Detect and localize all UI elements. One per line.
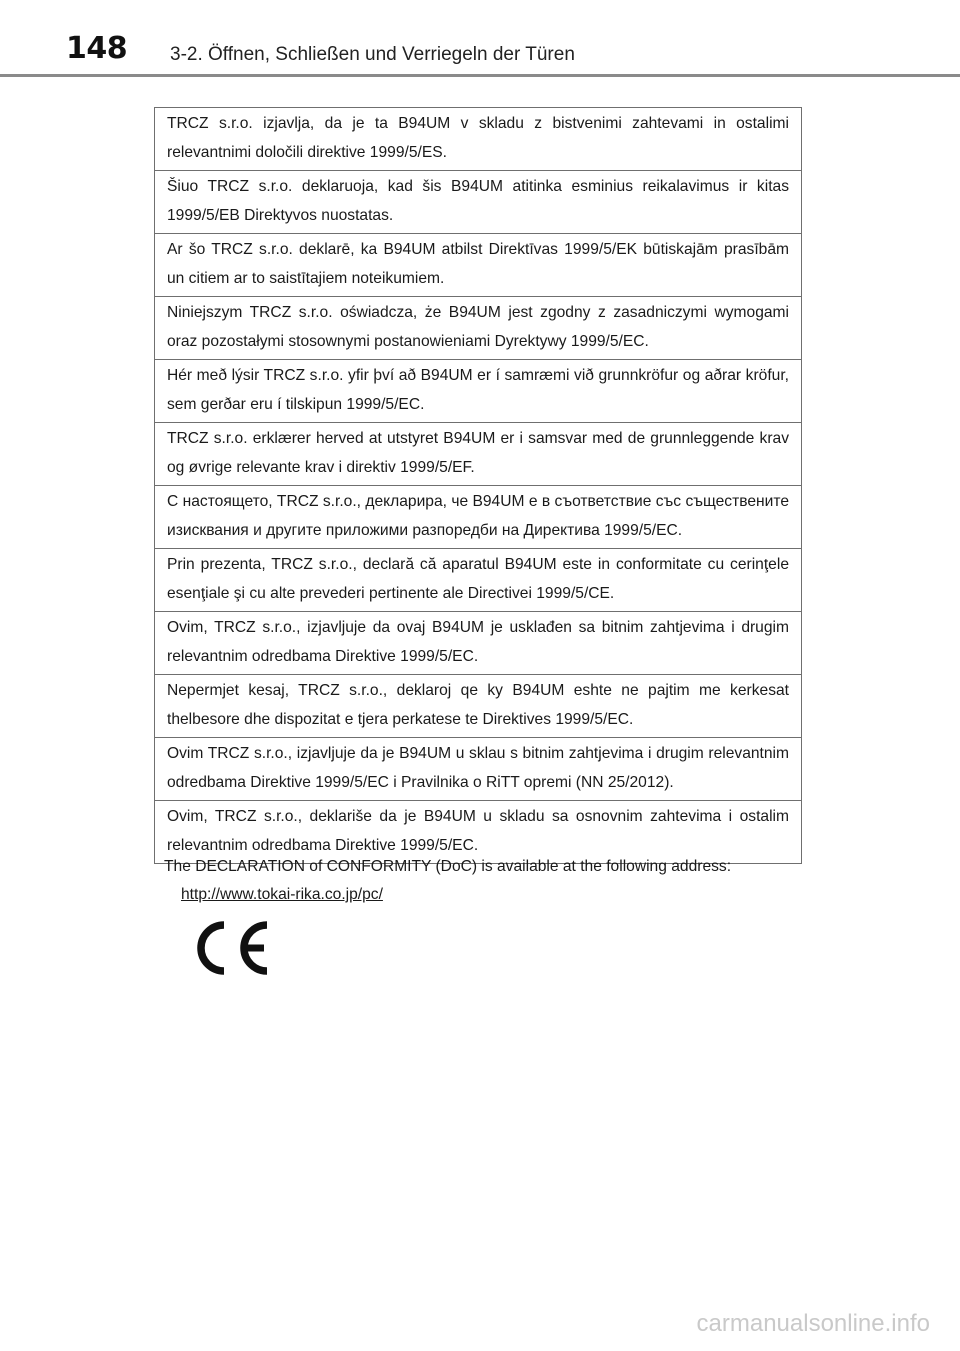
declaration-row xyxy=(155,360,802,423)
declaration-romanian: Prin prezenta, TRCZ s.r.o., declară că aparatul B94UM este in conformitate cu cerinţele esenţiale şi cu alte prevederi pertinente ale Directivei 1999/5/CE. xyxy=(155,549,802,612)
declaration-latvian: Ar šo TRCZ s.r.o. deklarē, ka B94UM atbilst Direktīvas 1999/5/EK būtiskajām prasībām un citiem ar to saistītajiem noteikumiem. xyxy=(155,234,802,297)
declaration-bosnian: Ovim, TRCZ s.r.o., izjavljuje da ovaj B94UM je usklađen sa bitnim zahtjevima i drugim relevantnim odredbama Direktive 1999/5/EC. xyxy=(155,612,802,675)
declarations-table xyxy=(154,107,802,864)
page-header xyxy=(0,0,960,78)
declaration-slovenian: TRCZ s.r.o. izjavlja, da je ta B94UM v skladu z bistvenimi zahtevami in ostalimi relevantnimi določili direktive 1999/5/ES. xyxy=(155,108,802,171)
ce-mark-icon xyxy=(190,918,272,978)
declaration-row xyxy=(155,738,802,801)
declaration-bulgarian: С настоящето, TRCZ s.r.o., декларира, че B94UM е в съответствие със съществените изисквания и другите приложими разпоредби на Директива 1999/5/EC. xyxy=(155,486,802,549)
declaration-icelandic: Hér með lýsir TRCZ s.r.o. yfir því að B94UM er í samræmi við grunnkröfur og aðrar kröfur, sem gerðar eru í tilskipun 1999/5/EC. xyxy=(155,360,802,423)
declaration-row xyxy=(155,234,802,297)
declaration-row xyxy=(155,171,802,234)
declaration-row xyxy=(155,297,802,360)
declaration-norwegian: TRCZ s.r.o. erklærer herved at utstyret B94UM er i samsvar med de grunnleggende krav og øvrige relevante krav i direktiv 1999/5/EF. xyxy=(155,423,802,486)
header-rule xyxy=(0,74,960,77)
declaration-row xyxy=(155,612,802,675)
declaration-row xyxy=(155,423,802,486)
declaration-croatian: Ovim TRCZ s.r.o., izjavljuje da je B94UM u sklau s bitnim zahtjevima i drugim relevantnim odredbama Direktive 1999/5/EC i Pravilnika o RiTT opremi (NN 25/2012). xyxy=(155,738,802,801)
declaration-row xyxy=(155,108,802,171)
declaration-serbian: Ovim, TRCZ s.r.o., deklariše da je B94UM u skladu sa osnovnim zahtevima i ostalim relevantnim odredbama Direktive 1999/5/EC. xyxy=(155,801,802,864)
declaration-polish: Niniejszym TRCZ s.r.o. oświadcza, że B94UM jest zgodny z zasadniczymi wymogami oraz pozostałymi stosownymi postanowieniami Dyrektywy 1999/5/EC. xyxy=(155,297,802,360)
declaration-lithuanian: Šiuo TRCZ s.r.o. deklaruoja, kad šis B94UM atitinka esminius reikalavimus ir kitas 1999/5/EB Direktyvos nuostatas. xyxy=(155,171,802,234)
watermark: carmanualsonline.info xyxy=(696,1310,930,1337)
doc-availability-note: The DECLARATION of CONFORMITY (DoC) is available at the following address: xyxy=(164,858,732,875)
declaration-row xyxy=(155,549,802,612)
page-number: 148 xyxy=(66,31,128,66)
declaration-row xyxy=(155,675,802,738)
declaration-albanian: Nepermjet kesaj, TRCZ s.r.o., deklaroj qe ky B94UM eshte ne pajtim me kerkesat thelbesore dhe dispozitat e tjera perkatese te Direktives 1999/5/EC. xyxy=(155,675,802,738)
doc-url-link[interactable]: http://www.tokai-rika.co.jp/pc/ xyxy=(181,886,383,903)
declaration-row xyxy=(155,486,802,549)
section-title: 3-2. Öffnen, Schließen und Verriegeln der Türen xyxy=(170,44,575,65)
